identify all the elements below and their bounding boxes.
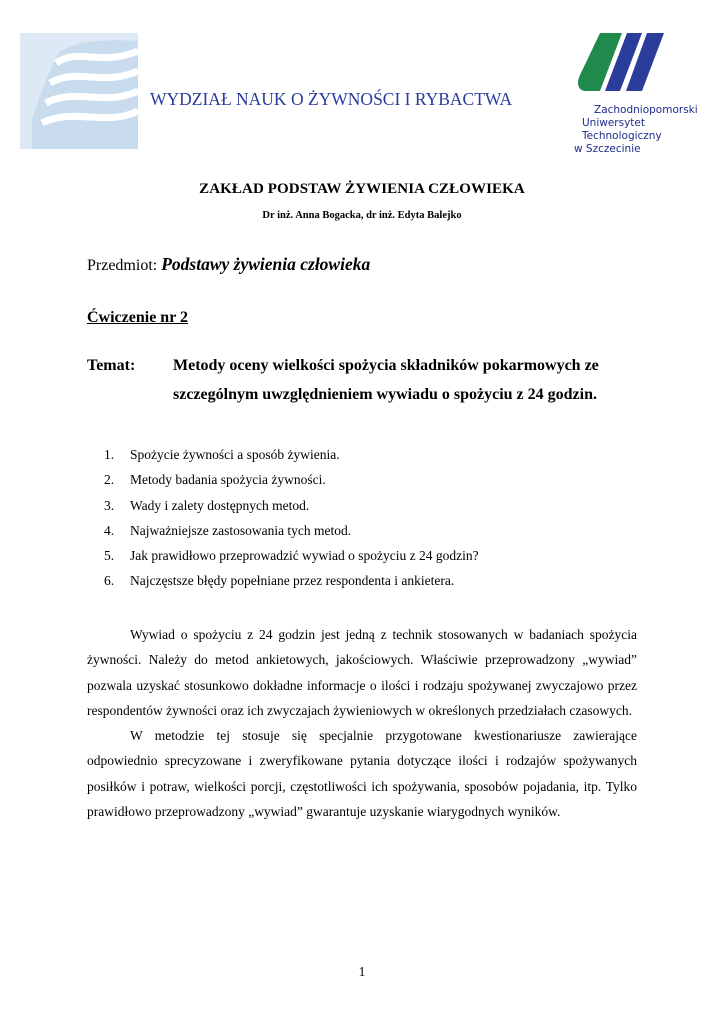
- list-item: [104, 447, 479, 472]
- university-name: [574, 104, 698, 156]
- list-item-text: Najczęstsze błędy popełniane przez respondenta i ankietera.: [130, 573, 455, 589]
- faculty-waves-logo-icon: [20, 33, 138, 149]
- topic-text-line: Metody oceny wielkości spożycia składników pokarmowych ze: [173, 357, 599, 374]
- university-stripes-logo-icon: [578, 33, 664, 91]
- list-item-text: Jak prawidłowo przeprowadzić wywiad o spożyciu z 24 godzin?: [130, 548, 479, 564]
- department-title: ZAKŁAD PODSTAW ŻYWIENIA CZŁOWIEKA: [199, 181, 525, 197]
- authors: Dr inż. Anna Bogacka, dr inż. Edyta Balejko: [262, 210, 462, 221]
- body-text: [87, 622, 637, 824]
- list-item: [104, 472, 479, 497]
- list-item: [104, 573, 479, 598]
- subject-line: [87, 254, 370, 275]
- list-item-number: 1.: [104, 447, 115, 462]
- faculty-logo: [20, 33, 138, 149]
- list-item: [104, 548, 479, 573]
- list-item-number: 4.: [104, 522, 115, 538]
- university-name-line: Zachodniopomorski: [594, 104, 698, 116]
- questions-list: [104, 447, 479, 599]
- list-item-number: 6.: [104, 573, 115, 589]
- list-item-text: Spożycie żywności a sposób żywienia.: [130, 447, 340, 462]
- subject-name: Podstawy żywienia człowieka: [161, 254, 371, 274]
- university-name-line: Technologiczny: [582, 130, 662, 142]
- body-paragraph: Wywiad o spożyciu z 24 godzin jest jedną z technik stosowanych w badaniach spożycia żywności. Należy do metod ankietowych, jakościowych. Właściwie przeprowadzony „wywiad” pozwala uzyskać stosunkowo dokładne informacje o ilości i rodzaju spożywanej zwyczajowo przez respondentów żywności oraz ich zwyczajach żywieniowych w określonych przedziałach czasowych.: [87, 627, 637, 718]
- exercise-number: Ćwiczenie nr 2: [87, 309, 189, 326]
- list-item-number: 3.: [104, 497, 115, 513]
- list-item-text: Wady i zalety dostępnych metod.: [130, 497, 310, 513]
- list-item: [104, 498, 479, 523]
- list-item-text: Metody badania spożycia żywności.: [130, 472, 326, 488]
- university-name-line: Uniwersytet: [582, 117, 645, 129]
- university-name-line: w Szczecinie: [574, 143, 641, 155]
- page-number: 1: [358, 964, 366, 979]
- list-item-text: Najważniejsze zastosowania tych metod.: [130, 522, 352, 538]
- list-item: [104, 523, 479, 548]
- university-logo: [578, 33, 664, 91]
- subject-label: Przedmiot:: [87, 257, 158, 274]
- topic-text-line: szczególnym uwzględnieniem wywiadu o spożyciu z 24 godzin.: [173, 386, 597, 403]
- faculty-title: WYDZIAŁ NAUK O ŻYWNOŚCI I RYBACTWA: [150, 89, 513, 109]
- list-item-number: 5.: [104, 548, 115, 564]
- topic-label: Temat:: [87, 357, 136, 374]
- body-paragraph: W metodzie tej stosuje się specjalnie przygotowane kwestionariusze zawierające odpowiednio sprecyzowane i zweryfikowane pytania dotyczące ilości i rodzajów spożywanych posiłków i potraw, wielkości porcji, częstotliwości ich spożywania, sposobów pojadania, itp. Tylko prawidłowo przeprowadzony „wywiad” gwarantuje uzyskanie wiarygodnych wyników.: [87, 728, 637, 820]
- list-item-number: 2.: [104, 472, 115, 488]
